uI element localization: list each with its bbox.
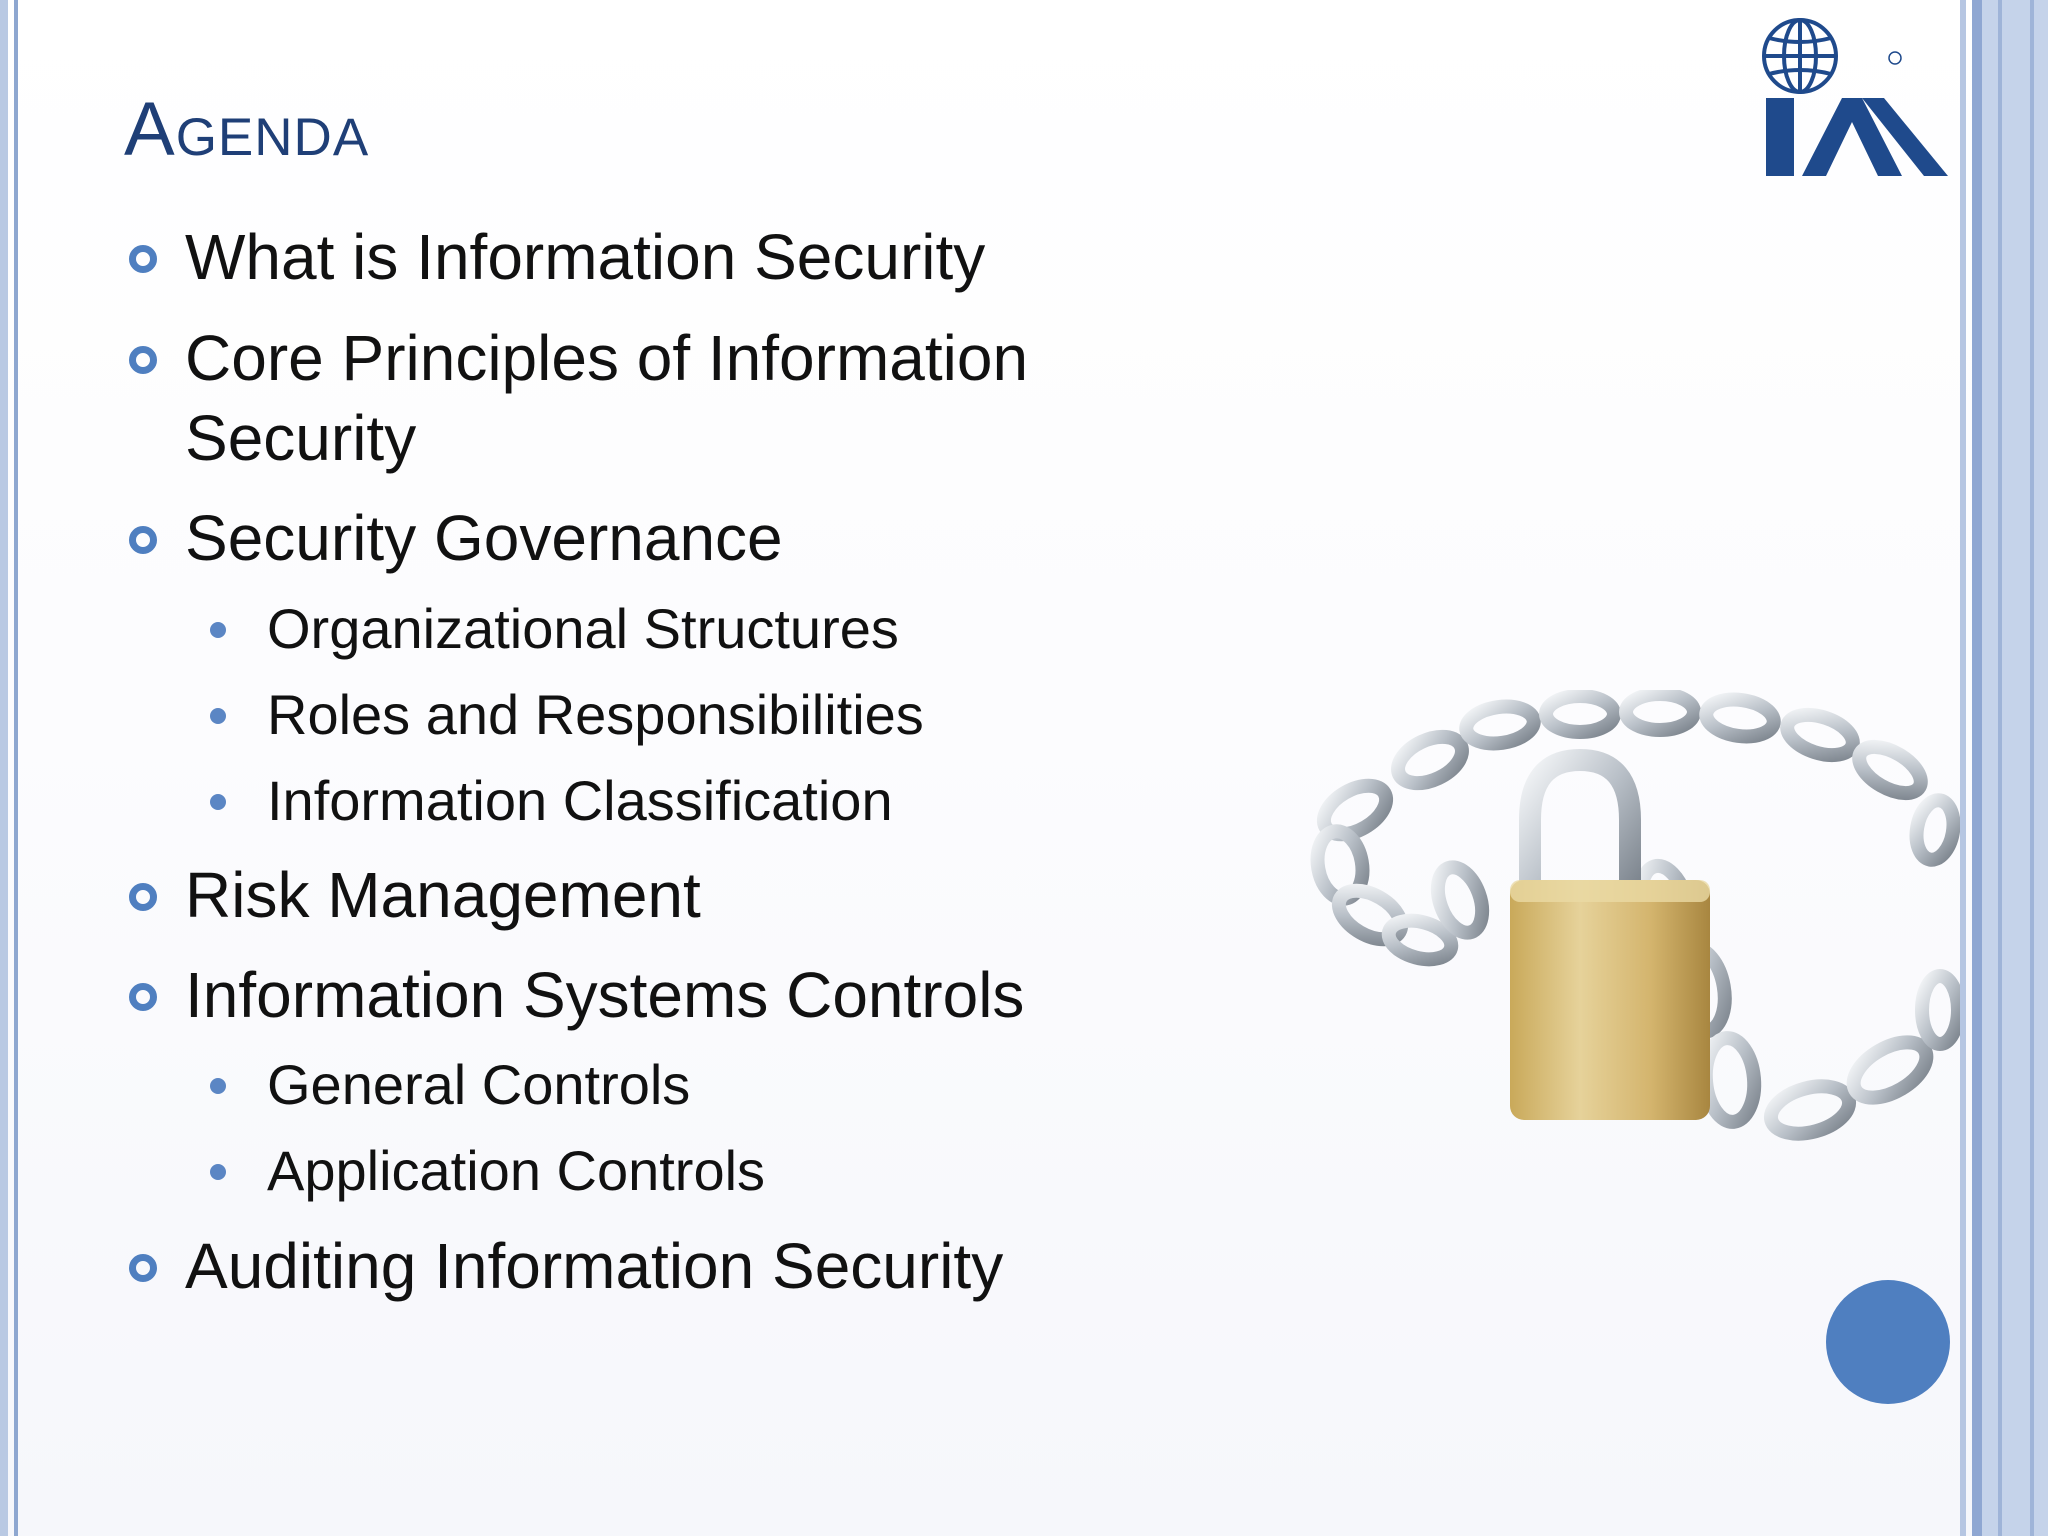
ring-bullet-icon — [129, 526, 157, 554]
agenda-item — [185, 498, 783, 578]
agenda-item-label: What is Information Security — [185, 221, 986, 293]
agenda-item-continuation — [185, 398, 416, 478]
iia-logo-icon — [1760, 14, 1950, 176]
agenda-item — [185, 855, 701, 935]
dot-bullet-icon — [210, 1164, 226, 1180]
agenda-item — [185, 217, 985, 297]
dot-bullet-icon — [210, 1078, 226, 1094]
agenda-item-label: Security Governance — [185, 502, 783, 574]
agenda-subitem — [267, 768, 893, 834]
slide-title: Agenda — [124, 87, 370, 172]
dot-bullet-icon — [210, 794, 226, 810]
right-border-inner-line — [1998, 0, 2002, 1536]
right-border-line — [1960, 0, 1966, 1536]
agenda-subitem-label: Organizational Structures — [267, 597, 899, 660]
agenda-item-label: Risk Management — [185, 859, 701, 931]
agenda-subitem-label: Roles and Responsibilities — [267, 683, 924, 746]
ring-bullet-icon — [129, 983, 157, 1011]
right-border-panel — [1982, 0, 2048, 1536]
agenda-subitem — [267, 1138, 765, 1204]
ring-bullet-icon — [129, 346, 157, 374]
agenda-subitem-label: General Controls — [267, 1053, 691, 1116]
agenda-item-label: Security — [185, 402, 417, 474]
agenda-subitem-label: Application Controls — [267, 1139, 766, 1202]
decorative-circle — [1826, 1280, 1950, 1404]
dot-bullet-icon — [210, 622, 226, 638]
agenda-item-label: Auditing Information Security — [185, 1230, 1004, 1302]
agenda-item-label: Information Systems Controls — [185, 959, 1025, 1031]
ring-bullet-icon — [129, 883, 157, 911]
dot-bullet-icon — [210, 708, 226, 724]
agenda-item — [185, 1226, 1003, 1306]
right-border-outer-line — [2030, 0, 2034, 1536]
agenda-item — [185, 955, 1024, 1035]
ring-bullet-icon — [129, 245, 157, 273]
padlock-chain-image — [1310, 690, 1960, 1190]
agenda-item — [185, 318, 1028, 398]
right-border-band — [1972, 0, 1982, 1536]
agenda-item-label: Core Principles of Information — [185, 322, 1029, 394]
agenda-subitem-label: Information Classification — [267, 769, 893, 832]
ring-bullet-icon — [129, 1254, 157, 1282]
agenda-subitem — [267, 1052, 690, 1118]
agenda-subitem — [267, 682, 924, 748]
agenda-subitem — [267, 596, 899, 662]
